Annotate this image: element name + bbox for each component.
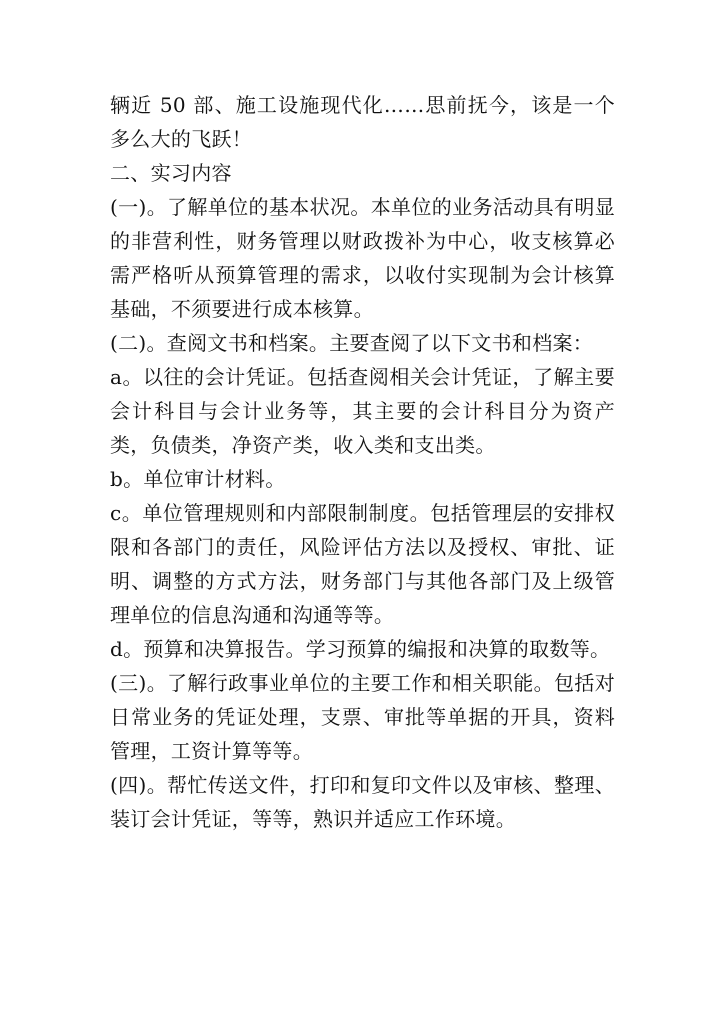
paragraph-item-3: (三)。了解行政事业单位的主要工作和相关职能。包括对日常业务的凭证处理，支票、审批等单据的开具，资料管理，工资计算等等。 [110, 671, 615, 763]
document-page [110, 88, 615, 836]
paragraph-subitem-a: a。以往的会计凭证。包括查阅相关会计凭证，了解主要会计科目与会计业务等，其主要的会计科目分为资产类，负债类，净资产类，收入类和支出类。 [110, 365, 615, 457]
paragraph-subitem-c: c。单位管理规则和内部限制制度。包括管理层的安排权限和各部门的责任，风险评估方法以及授权、审批、证明、调整的方式方法，财务部门与其他各部门及上级管理单位的信息沟通和沟通等等。 [110, 501, 615, 627]
paragraph-subitem-d: d。预算和决算报告。学习预算的编报和决算的取数等。 [110, 637, 611, 661]
section-heading-internship-content: 二、实习内容 [110, 161, 232, 185]
paragraph-continuation: 辆近 50 部、施工设施现代化……思前抚今，该是一个多么大的飞跃！ [110, 93, 615, 151]
paragraph-item-1: (一)。了解单位的基本状况。本单位的业务活动具有明显的非营利性，财务管理以财政拨补为中心，收支核算必需严格听从预算管理的需求，以收付实现制为会计核算基础，不须要进行成本核算。 [110, 195, 615, 321]
paragraph-item-4: (四)。帮忙传送文件，打印和复印文件以及审核、整理、装订会计凭证，等等，熟识并适应工作环境。 [110, 773, 615, 831]
paragraph-item-2: (二)。查阅文书和档案。主要查阅了以下文书和档案： [110, 331, 594, 355]
paragraph-subitem-b: b。单位审计材料。 [110, 467, 286, 491]
